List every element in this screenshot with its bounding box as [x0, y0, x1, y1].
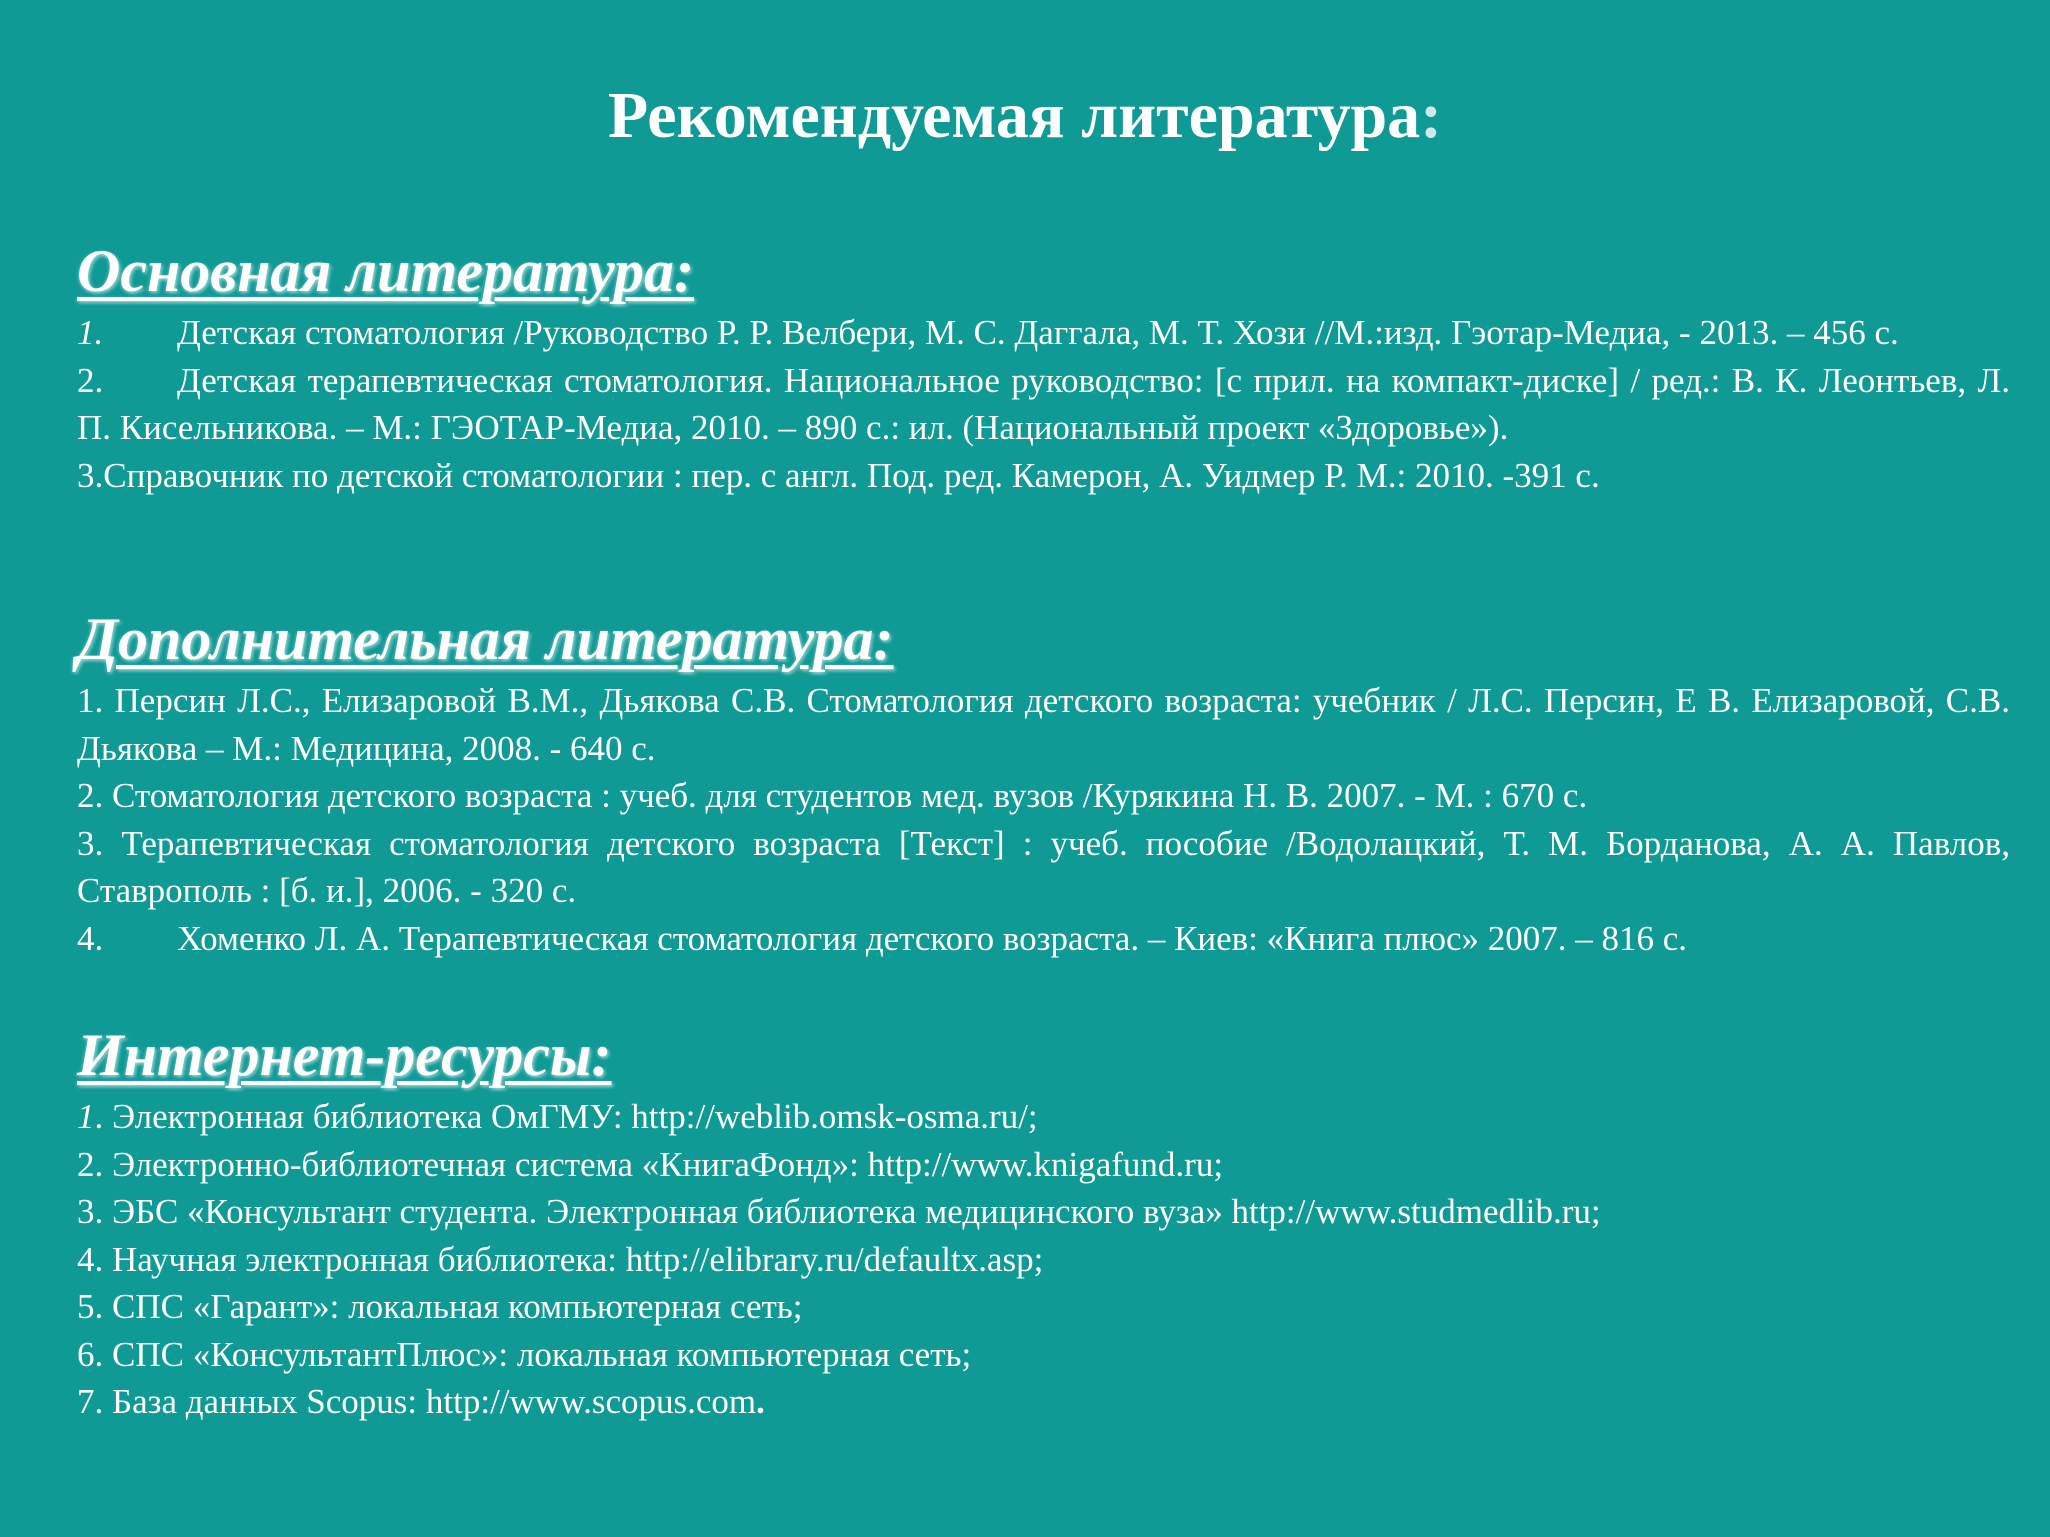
internet-item-2	[77, 1141, 2010, 1189]
section-heading-extra: Дополнительная литература:	[77, 606, 894, 672]
extra-lit-item-2	[77, 772, 2010, 820]
item-number: 1	[77, 1097, 95, 1136]
item-number: 6.	[77, 1334, 104, 1374]
internet-item-3	[77, 1188, 2010, 1236]
section-heading-internet: Интернет-ресурсы:	[77, 1022, 612, 1088]
internet-item-1	[77, 1093, 2010, 1141]
item-text: Стоматология детского возраста : учеб. для студентов мед. вузов /Курякина Н. В. 2007. - М. : 670 с.	[112, 776, 1588, 815]
slide-title	[0, 78, 2050, 154]
item-number: 3.	[77, 1192, 104, 1231]
internet-item-7	[77, 1378, 2010, 1426]
item-number: 4.	[77, 1239, 104, 1279]
section-internet-resources	[77, 1024, 2010, 1426]
item-number: 1.	[77, 313, 104, 352]
item-end-period: .	[756, 1382, 765, 1421]
item-text: Хоменко Л. А. Терапевтическая стоматология детского возраста. – Киев: «Книга плюс» 2007. – 816 с.	[177, 918, 1688, 958]
item-text: Персин Л.С., Елизаровой В.М., Дьякова С.В. Стоматология детского возраста: учебник / Л.С. Персин, Е В. Елизаровой, С.В. Дьякова – М.: Медицина, 2008. - 640 с.	[77, 681, 2010, 768]
main-lit-item-3	[77, 452, 2010, 500]
extra-lit-item-3	[77, 820, 2010, 915]
internet-item-4	[77, 1236, 2010, 1284]
item-text: Детская терапевтическая стоматология. Национальное руководство: [с прил. на компакт-диске] / ред.: В. К. Леонтьев, Л. П. Кисельникова. – М.: ГЭОТАР-Медиа, 2010. – 890 с.: ил. (Национальный проект «Здоровье»).	[77, 360, 2010, 447]
slide-title-colon: :	[1420, 79, 1443, 152]
item-text: Детская стоматология /Руководство Р. Р. Велбери, М. С. Даггала, М. Т. Хози //М.:изд. Гэотар-Медиа, - 2013. – 456 с.	[177, 313, 1899, 352]
item-number: 3.	[77, 823, 104, 863]
item-number: 2.	[77, 1144, 104, 1184]
item-number: 2.	[77, 776, 104, 815]
item-text: СПС «Гарант»: локальная компьютерная сеть;	[112, 1287, 803, 1326]
section-heading-main: Основная литература:	[77, 238, 694, 304]
internet-item-5	[77, 1283, 2010, 1331]
item-number: 2.	[77, 360, 104, 400]
internet-item-6	[77, 1331, 2010, 1379]
item-text: . Электронная библиотека ОмГМУ: http://weblib.omsk-osma.ru/;	[94, 1097, 1038, 1136]
item-number: 4.	[77, 918, 104, 958]
extra-lit-item-1	[77, 677, 2010, 772]
item-number: 5.	[77, 1287, 104, 1326]
section-extra-literature	[77, 608, 2010, 962]
extra-lit-item-4	[77, 915, 2010, 963]
main-lit-item-1	[77, 309, 2010, 357]
item-number: 1.	[77, 681, 104, 720]
main-lit-item-2	[77, 357, 2010, 452]
item-text: Научная электронная библиотека: http://elibrary.ru/defaultx.asp;	[112, 1239, 1044, 1279]
item-text: Справочник по детской стоматологии : пер. с англ. Под. ред. Камерон, А. Уидмер Р. М.: 2010. -391 с.	[103, 455, 1600, 495]
item-text: ЭБС «Консультант студента. Электронная библиотека медицинского вуза» http://www.studmedlib.ru;	[112, 1192, 1601, 1231]
item-text: Электронно-библиотечная система «КнигаФонд»: http://www.knigafund.ru;	[112, 1144, 1224, 1184]
item-text: База данных Scopus: http://www.scopus.com	[112, 1382, 757, 1421]
item-number: 7.	[77, 1382, 104, 1421]
slide-title-text: Рекомендуемая литература	[607, 79, 1421, 152]
section-main-literature	[77, 240, 2010, 499]
item-number: 3.	[77, 455, 104, 495]
item-text: СПС «КонсультантПлюс»: локальная компьютерная сеть;	[112, 1334, 972, 1374]
item-text: Терапевтическая стоматология детского возраста [Текст] : учеб. пособие /Водолацкий, Т. М. Борданова, А. А. Павлов, Ставрополь : [б. и.], 2006. - 320 с.	[77, 823, 2010, 910]
